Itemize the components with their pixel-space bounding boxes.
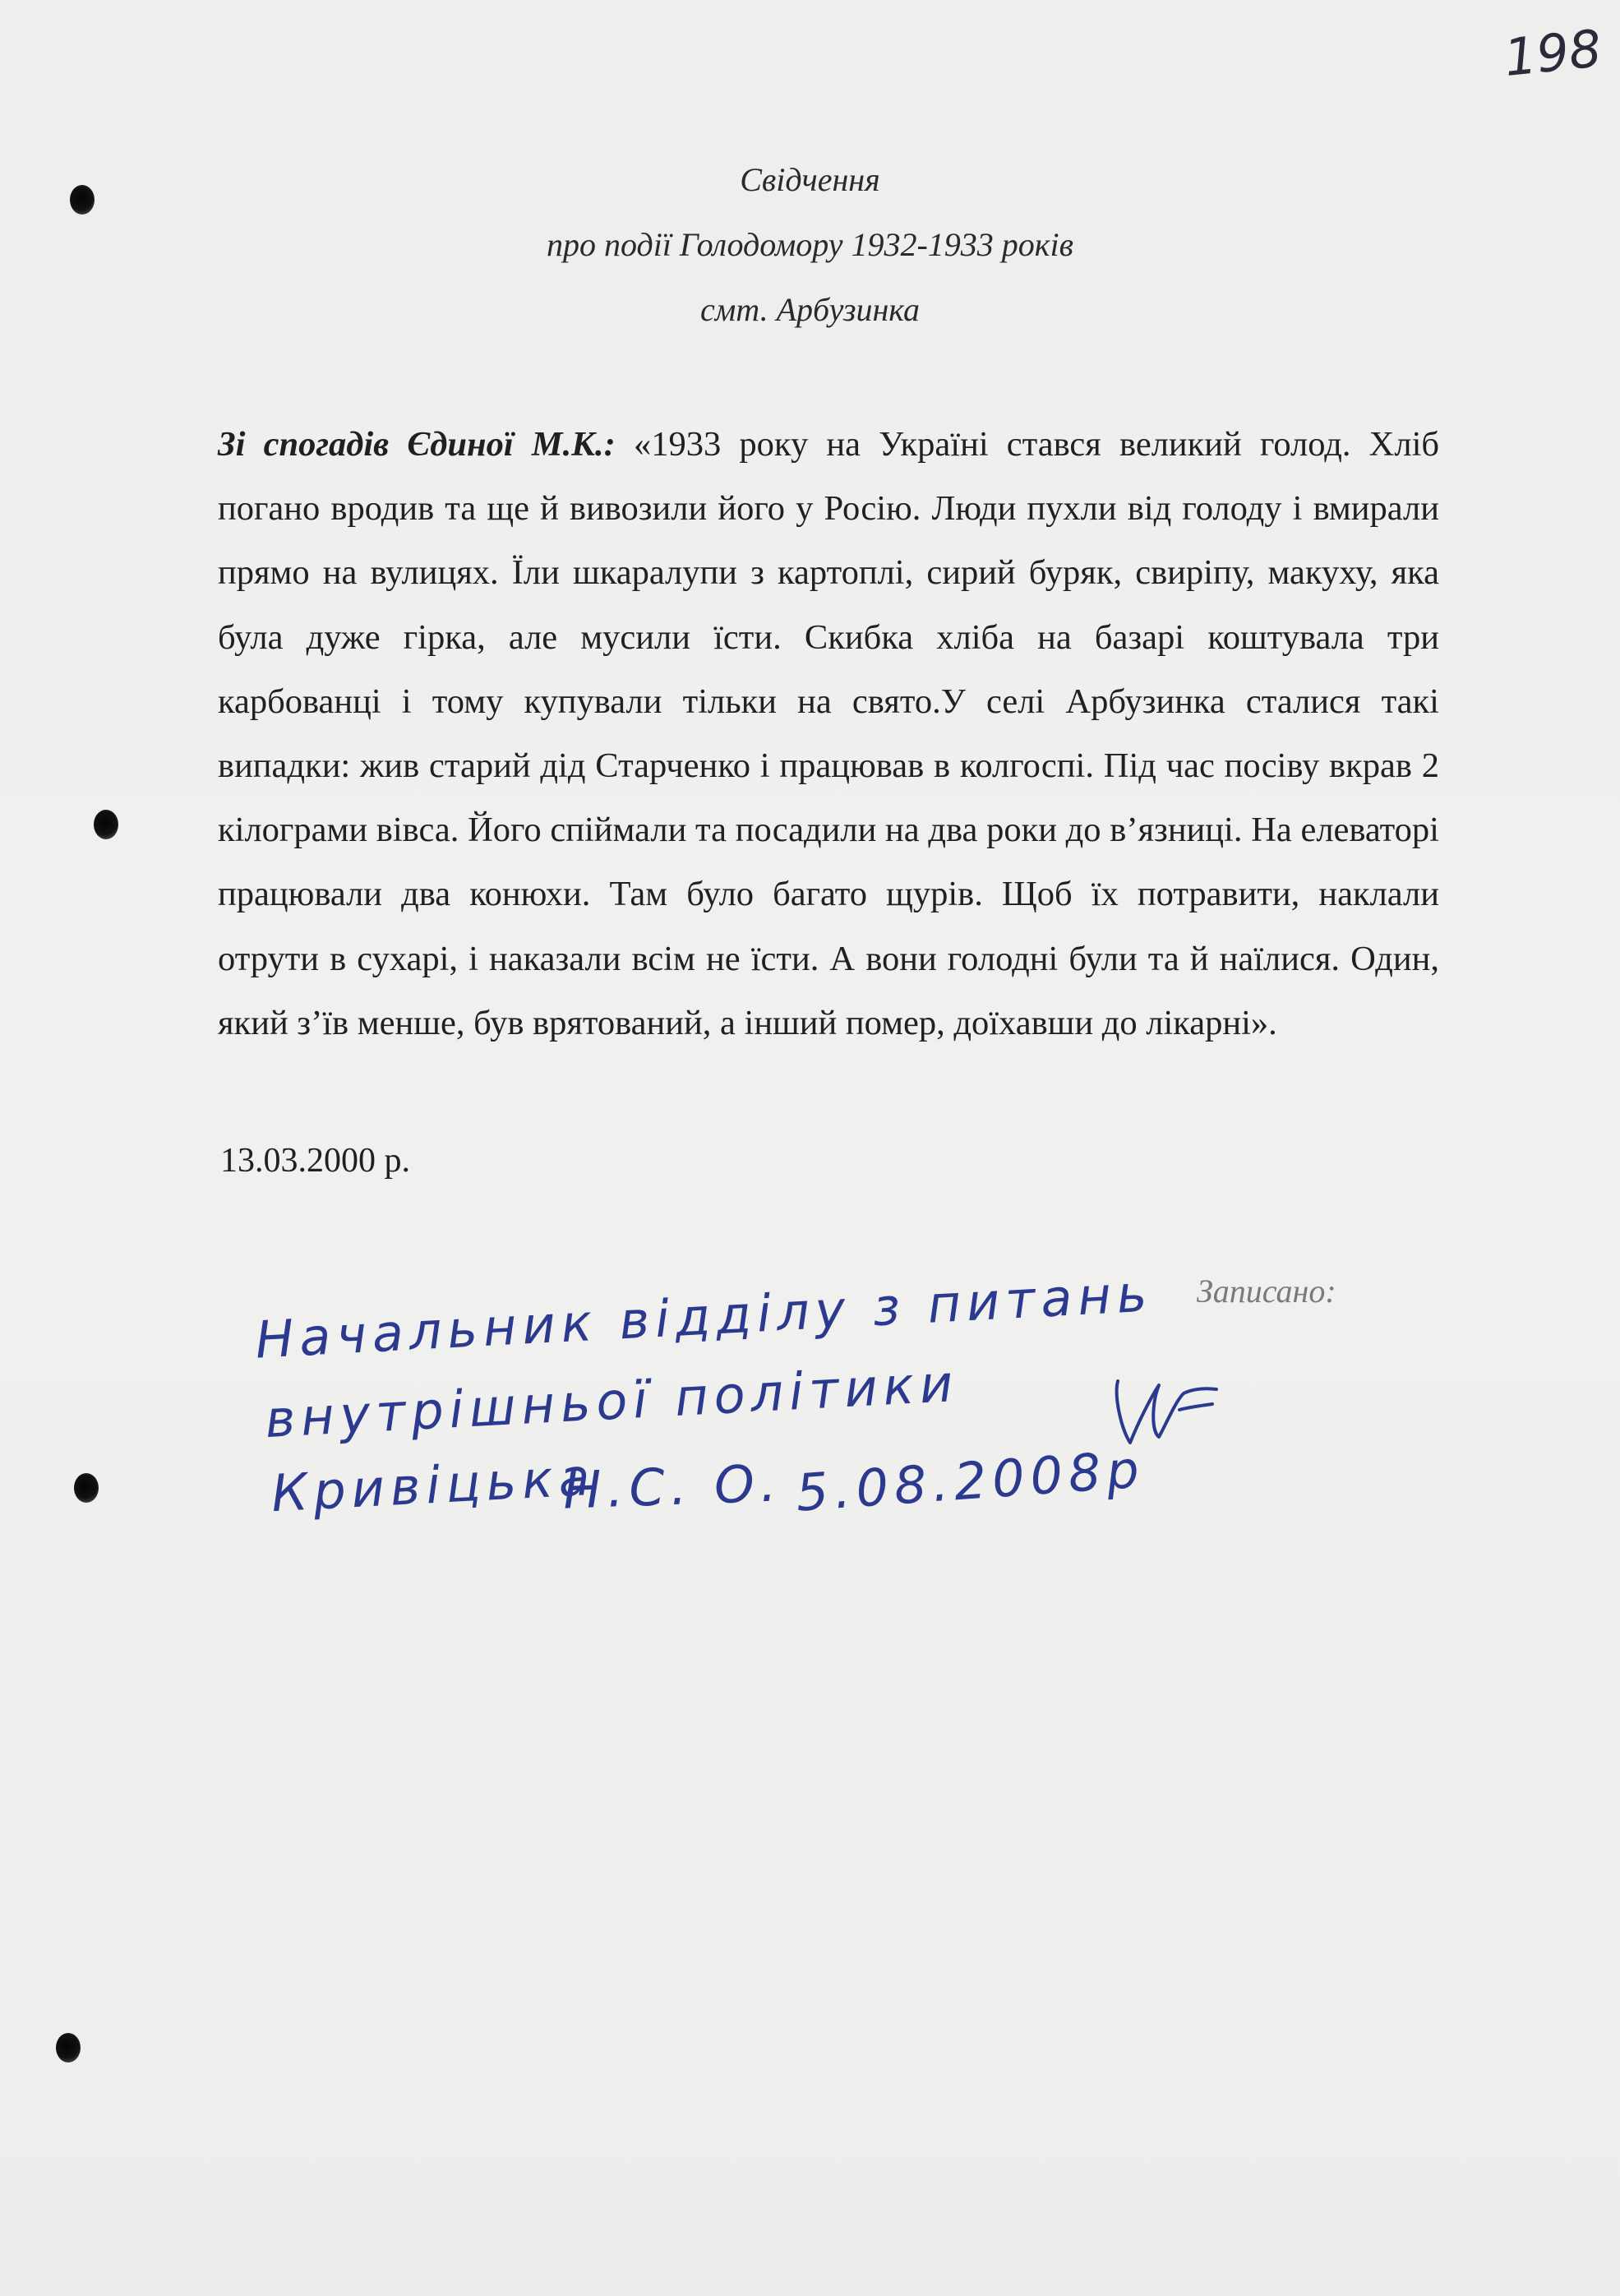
document-title: Свідчення [740,161,880,198]
handwritten-position-line1: Начальник відділу з питань [253,1263,1155,1370]
speaker-label: Зі спогадів Єдиної М.К.: [218,425,616,464]
punch-hole [74,1473,99,1503]
signature [1101,1365,1225,1455]
handwritten-name: Кривіцька [270,1446,598,1524]
punch-hole [56,2033,81,2063]
handwritten-initials: Н.С. О. [561,1453,783,1521]
handwritten-position-line2: внутрішньої політики [263,1352,960,1450]
document-location: смт. Арбузинка [699,291,921,328]
handwritten-date: 5.08.2008р [793,1439,1147,1523]
recorded-by-label: Записано: [1197,1273,1336,1310]
testimony-paragraph [218,413,1439,1056]
document-subtitle: про події Голодомору 1932-1933 років [547,226,1073,263]
page-number: 198 [1501,18,1604,88]
record-date: 13.03.2000 р. [220,1142,410,1180]
testimony-text: «1933 року на Україні стався великий голод. Хліб погано вродив та ще й вивозили його у Росію. Люди пухли від голоду і вмирали прямо на вулицях. Їли шкаралупи з картоплі, сирий буряк, свиріпу, макуху, яка була дуже гірка, але мусили їсти. Скибка хліба на базарі коштувала три карбованці і тому купували тільки на свято.У селі Арбузинка сталися такі випадки: жив старий дід Старченко і працював в колгоспі. Під час посіву вкрав 2 кілограми вівса. Його спіймали та посадили на два роки до в’язниці. На елеваторі працювали два конюхи. Там було багато щурів. Щоб їх потравити, наклали отрути в сухарі, і наказали всім не їсти. А вони голодні були та й наїлися. Один, який з’їв менше, був врятований, а інший помер, доїхавши до лікарні». [218,425,1439,1042]
punch-hole [94,810,118,839]
